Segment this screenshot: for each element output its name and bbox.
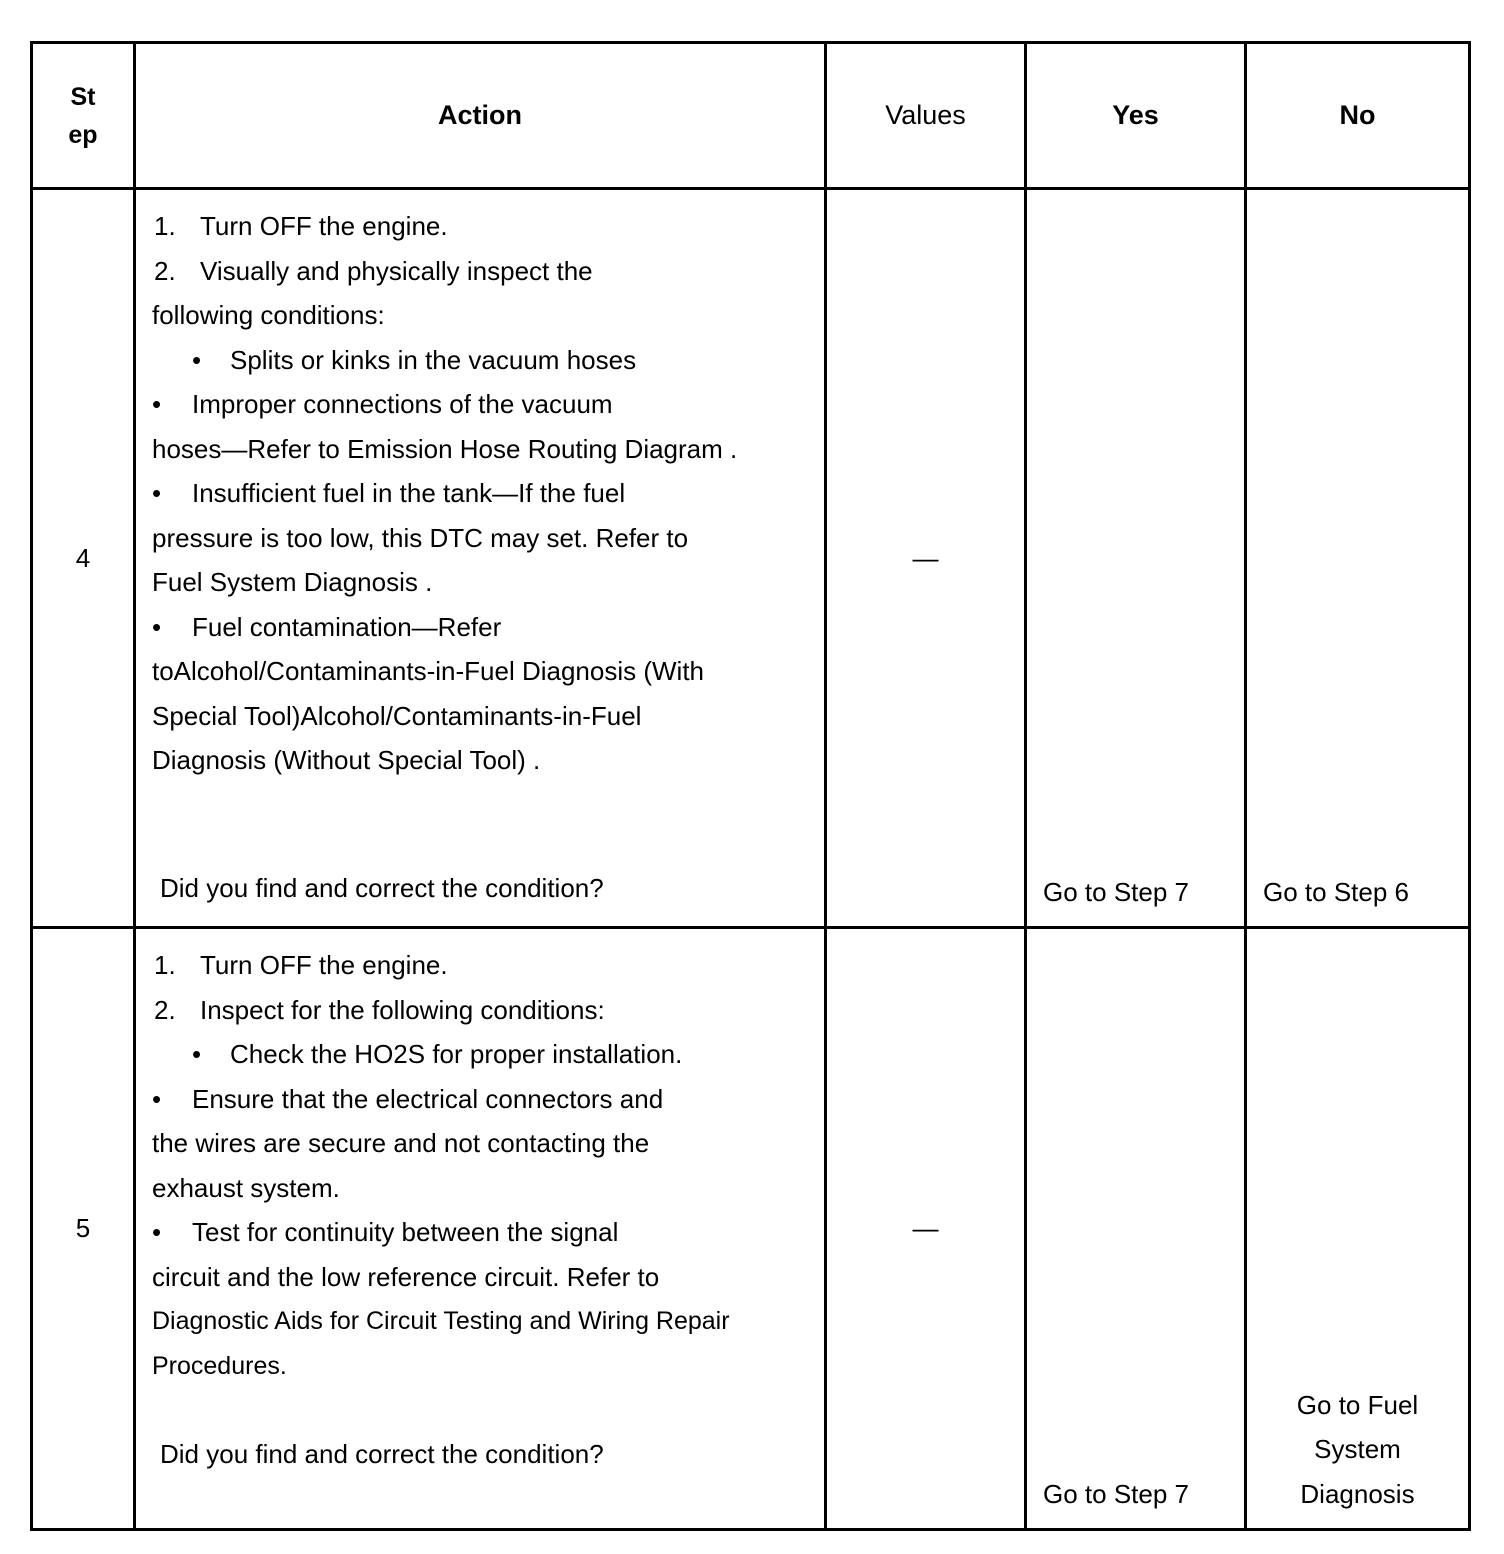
header-row bbox=[32, 43, 1470, 189]
bullet-icon: • bbox=[152, 611, 162, 642]
action-bullet: • Splits or kinks in the vacuum hoses bbox=[152, 338, 824, 383]
diagnostic-table bbox=[30, 41, 1471, 1531]
action-line: Procedures. bbox=[152, 1351, 287, 1380]
step-number: 5 bbox=[32, 928, 135, 1530]
spacer bbox=[152, 783, 824, 866]
bullet-icon: • bbox=[152, 389, 162, 419]
action-cell bbox=[135, 928, 826, 1530]
action-line: toAlcohol/Contaminants-in-Fuel Diagnosis (With bbox=[152, 656, 705, 686]
yes-cell: Go to Step 7 bbox=[1026, 189, 1246, 928]
table-row-step-4 bbox=[32, 189, 1470, 928]
action-line: following conditions: bbox=[152, 300, 385, 330]
bullet-icon: • bbox=[152, 478, 162, 508]
table-row-step-5 bbox=[32, 928, 1470, 1530]
action-line: 1. Turn OFF the engine. bbox=[154, 211, 448, 241]
action-bullet: • Test for continuity between the signal bbox=[152, 1210, 824, 1255]
action-line: Diagnosis (Without Special Tool) . bbox=[152, 745, 541, 775]
values-cell: — bbox=[826, 189, 1026, 928]
bullet-icon: • bbox=[152, 1083, 162, 1114]
no-cell bbox=[1246, 928, 1470, 1530]
values-cell: — bbox=[826, 928, 1026, 1530]
step-header-line1: St bbox=[70, 82, 96, 111]
action-bullet: • Improper connections of the vacuum bbox=[152, 382, 824, 427]
action-header: Action bbox=[135, 43, 826, 189]
bullet-icon: • bbox=[152, 1217, 162, 1247]
bullet-icon: • bbox=[192, 1039, 202, 1069]
action-line: Fuel System Diagnosis . bbox=[152, 567, 433, 597]
no-header: No bbox=[1246, 43, 1470, 189]
action-line: the wires are secure and not contacting the bbox=[152, 1128, 650, 1158]
step-header-line2: ep bbox=[68, 120, 98, 149]
no-cell-line: System bbox=[1314, 1434, 1401, 1464]
action-line: hoses—Refer to Emission Hose Routing Diagram . bbox=[152, 433, 738, 464]
step-number: 4 bbox=[32, 189, 135, 928]
step-header bbox=[32, 43, 135, 189]
action-line: 2. Visually and physically inspect the bbox=[154, 255, 593, 286]
action-question: Did you find and correct the condition? bbox=[160, 872, 604, 903]
no-cell-line: Go to Fuel bbox=[1296, 1389, 1419, 1420]
action-question: Did you find and correct the condition? bbox=[160, 1439, 604, 1469]
action-line: circuit and the low reference circuit. Refer to bbox=[152, 1261, 660, 1292]
action-bullet: • Ensure that the electrical connectors and bbox=[152, 1077, 824, 1122]
bullet-icon: • bbox=[192, 344, 202, 375]
action-line: exhaust system. bbox=[152, 1172, 340, 1203]
values-header: Values bbox=[826, 43, 1026, 189]
action-bullet: • Check the HO2S for proper installation. bbox=[152, 1032, 824, 1077]
action-line: 2. Inspect for the following conditions: bbox=[154, 994, 605, 1025]
spacer bbox=[152, 1388, 824, 1432]
yes-cell: Go to Step 7 bbox=[1026, 928, 1246, 1530]
no-cell: Go to Step 6 bbox=[1246, 189, 1470, 928]
action-bullet: • Fuel contamination—Refer bbox=[152, 605, 824, 650]
action-line: pressure is too low, this DTC may set. Refer to bbox=[152, 522, 689, 553]
action-cell bbox=[135, 189, 826, 928]
yes-header: Yes bbox=[1026, 43, 1246, 189]
action-line: Special Tool)Alcohol/Contaminants-in-Fuel bbox=[152, 700, 642, 731]
action-line: 1. Turn OFF the engine. bbox=[154, 950, 448, 980]
no-cell-line: Diagnosis bbox=[1300, 1478, 1415, 1509]
action-line: Diagnostic Aids for Circuit Testing and Wiring Repair bbox=[152, 1307, 730, 1335]
action-bullet: • Insufficient fuel in the tank—If the fuel bbox=[152, 471, 824, 516]
